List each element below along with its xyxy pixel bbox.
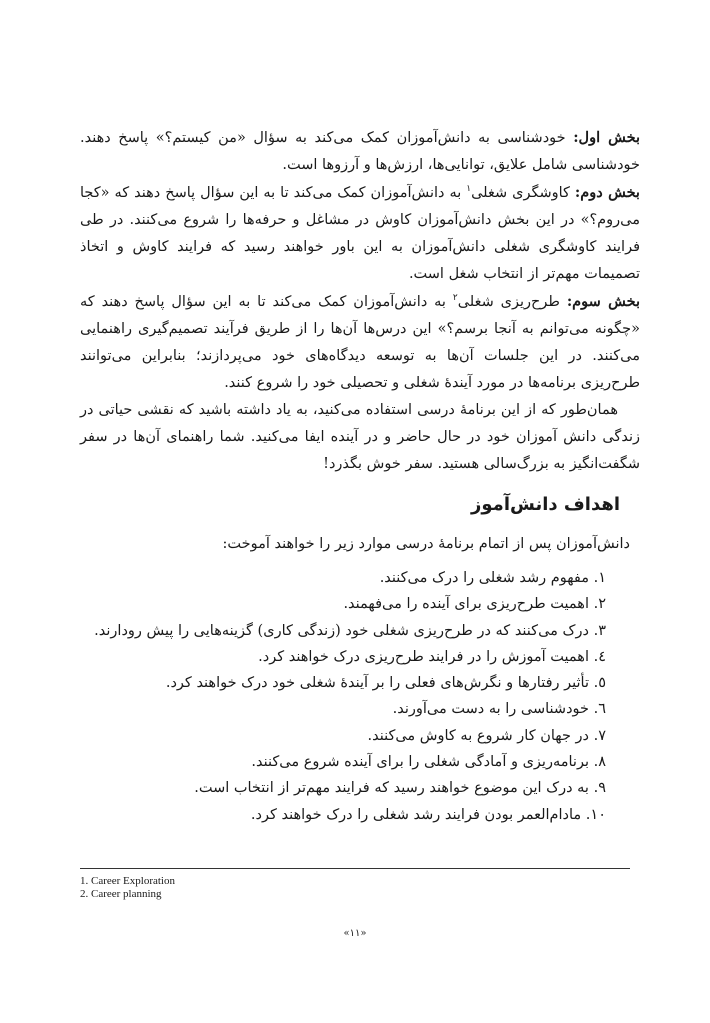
- footnote-divider: [80, 868, 630, 869]
- paragraph-part-two: [80, 179, 640, 288]
- part-three-text-a: طرح‌ریزی شغلی: [457, 294, 567, 310]
- goal-item: ٦. خودشناسی را به دست می‌آورند.: [392, 701, 606, 718]
- footnote-ref-2: ۲: [452, 293, 458, 304]
- goal-item: ۹. به درک این موضوع خواهند رسید که فرایند مهم‌تر از انتخاب است.: [194, 780, 606, 797]
- goals-heading: اهداف دانش‌آموز: [471, 494, 620, 515]
- part-one-label: بخش اول:: [573, 129, 640, 146]
- goal-item: ۷. در جهان کار شروع به کاوش می‌کنند.: [367, 727, 606, 744]
- footnote-1: 1. Career Exploration: [80, 875, 175, 887]
- part-two-text-b: به دانش‌آموزان کمک می‌کند تا به این سؤال پاسخ دهند که «کجا می‌روم؟» در این بخش دانش‌آموزان کاوش در مشاغل و حرفه‌ها را شروع می‌کنند. در طی فرایند کاوشگری شغلی دانش‌آموزان به این باور خواهند رسید که فرایند کاوش و اتخاذ تصمیمات مهم‌تر از انتخاب شغل است.: [80, 185, 640, 282]
- part-one-text: خودشناسی به دانش‌آموزان کمک می‌کند به سؤال «من کیستم؟» پاسخ دهند. خودشناسی شامل علایق، توانایی‌ها، ارزش‌ها و آرزوها است.: [80, 130, 640, 173]
- goal-item: ۱. مفهوم رشد شغلی را درک می‌کنند.: [379, 570, 606, 586]
- paragraph-part-one: [80, 124, 640, 179]
- goals-intro: دانش‌آموزان پس از اتمام برنامهٔ درسی موارد زیر را خواهند آموخت:: [222, 536, 630, 552]
- goal-item: ٥. تأثیر رفتارها و نگرش‌های فعلی را بر آیندهٔ شغلی خود درک خواهند کرد.: [165, 675, 606, 692]
- goal-item: ۳. درک می‌کنند که در طرح‌ریزی شغلی خود (زندگی کاری) گزینه‌هایی را پیش رودارند.: [94, 622, 606, 639]
- part-two-label: بخش دوم:: [574, 184, 640, 201]
- paragraph-part-three: [80, 288, 640, 397]
- goal-item: ۲. اهمیت طرح‌ریزی برای آینده را می‌فهمند.: [343, 596, 606, 613]
- goals-list: [66, 565, 606, 828]
- part-three-label: بخش سوم:: [566, 293, 640, 310]
- part-three-text-b: به دانش‌آموزان کمک می‌کند تا به این سؤال پاسخ دهند که «چگونه می‌توانم به آنجا برسم؟» این درس‌ها آن‌ها را از طریق فرآیند تصمیم‌گیری راهنمایی می‌کنند. در این جلسات آن‌ها به توسعه دیدگاه‌های خود می‌پردازند؛ بنابراین می‌توانند طرح‌ریزی برنامه‌ها در مورد آیندهٔ شغلی و تحصیلی خود را شروع کنند.: [80, 294, 640, 391]
- goal-item: ٤. اهمیت آموزش را در فرایند طرح‌ریزی درک خواهند کرد.: [258, 648, 606, 665]
- paragraph-closing: همان‌طور که از این برنامهٔ درسی استفاده می‌کنید، به یاد داشته باشید که نقشی حیاتی در زندگی دانش آموزان خود در حال حاضر و در آینده ایفا می‌کنید. شما راهنمای آن‌ها در سفر شگفت‌انگیز به بزرگ‌سالی هستید. سفر خوش بگذرد!: [80, 402, 640, 472]
- body-text: [80, 124, 640, 478]
- goal-item: ۸. برنامه‌ریزی و آمادگی شغلی را برای آینده شروع می‌کنند.: [251, 754, 606, 771]
- footnote-2: 2. Career planning: [80, 888, 162, 900]
- footnotes: [80, 875, 175, 901]
- part-two-text-a: کاوشگری شغلی: [471, 185, 575, 201]
- footnote-ref-1: ۱: [466, 184, 472, 195]
- goal-item: ۱۰. مادام‌العمر بودن فرایند رشد شغلی را درک خواهند کرد.: [250, 806, 606, 823]
- page-number: «۱۱»: [343, 928, 367, 939]
